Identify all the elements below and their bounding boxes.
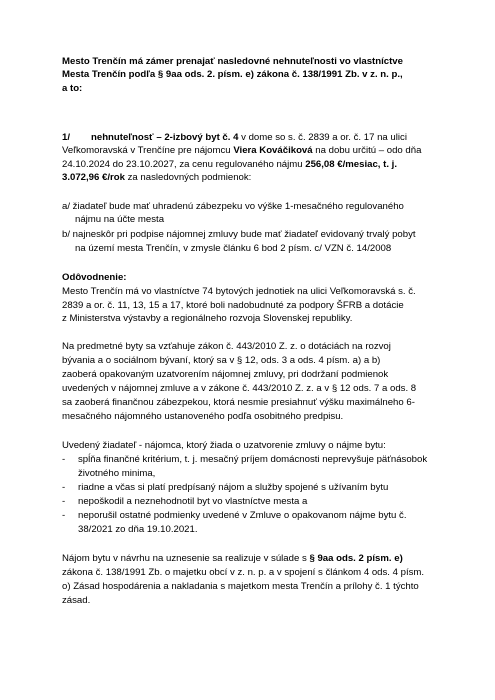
reasoning-heading: Odôvodnenie: [62,272,127,283]
reasoning-p3-line-1: Uvedený žiadateľ - nájomca, ktorý žiada o uzatvorenie zmluvy o nájme bytu: [62,440,386,451]
bullet-mark: - [62,454,66,465]
reasoning-p4-line-3: o) Zásad hospodárenia a nakladania s majetkom mesta Trenčín a prílohy č. 1 týchto [62,581,419,592]
reasoning-p4-line-4: zásad. [62,595,91,606]
bullet-1-line-1: spĺňa finančné kritérium, t. j. mesačný príjem domácnosti neprevyšuje päťnásobok [78,454,428,465]
item-line-3-pre: 24.10.2024 do 23.10.2027, za cenu regulovaného nájmu [62,159,306,170]
item-line-2 [62,145,421,157]
bullet-3: nepoškodil a neznehodnotil byt vo vlastníctve mesta a [78,496,308,507]
reasoning-p1-line-2: 2839 a or. č. 11, 13, 15 a 17, ktoré boli nadobudnuté za podpory ŠFRB a dotácie [62,300,404,311]
item-title: nehnuteľnosť – 2-izbový byt č. 4 [91,132,239,143]
item-line-3 [62,159,397,171]
reasoning-p2-line-2: bývania a o sociálnom bývaní, ktorý sa v § 12, ods. 3 a ods. 4 písm. a) a b) [62,355,381,366]
reasoning-p1-line-3: z Ministerstva výstavby a regionálneho rozvoja Slovenskej republiky. [62,313,353,324]
bullet-mark: - [62,482,66,493]
reasoning-p2-line-6: mesačného nájomného ustanoveného podľa osobitného predpisu. [62,411,344,422]
yearly-rent: 3.072,96 €/rok [62,172,125,183]
condition-b-line-1: b/ najneskôr pri podpise nájomnej zmluvy bude mať žiadateľ evidovaný trvalý pobyt [62,229,416,240]
reasoning-p2-line-5: sa zaoberá finančnou zábezpekou, ktorá nesmie presiahnuť výšku maximálneho 6- [62,397,415,408]
bullet-4-line-2: 38/2021 zo dňa 19.10.2021. [78,524,198,535]
condition-a-line-1: a/ žiadateľ bude mať uhradenú zábezpeku vo výške 1-mesačného regulovaného [62,201,404,212]
bullet-4-line-1: neporušil ostatné podmienky uvedené v Zmluve o opakovanom nájme bytu č. [78,510,407,521]
item-line-2-post: na dobu určitú – odo dňa [312,145,422,156]
intro-line-2: Mesta Trenčín podľa § 9aa ods. 2. písm. e) zákona č. 138/1991 Zb. v z. n. p., [62,69,403,80]
reasoning-p2-line-1: Na predmetné byty sa vzťahuje zákon č. 443/2010 Z. z. o dotáciách na rozvoj [62,341,391,352]
item-number: 1/ [62,132,71,143]
item-line-4-post: za nasledovných podmienok: [124,172,252,183]
intro-line-1: Mesto Trenčín má zámer prenajať nasledovné nehnuteľnosti vo vlastníctve [62,56,403,67]
reasoning-p4-line-1-pre: Nájom bytu v návrhu na uznesenie sa realizuje v súlade s [62,553,310,564]
monthly-rent: 256,08 €/mesiac, t. j. [305,159,397,170]
reasoning-p4-line-1 [62,553,403,565]
intro-line-3: a to: [62,83,83,94]
tenant-name: Viera Kováčiková [233,145,313,156]
reasoning-p2-line-3: zaoberá opakovaným uzatvorením nájomnej zmluvy, pri dodržaní podmienok [62,369,389,380]
condition-a-line-2: nájmu na účte mesta [75,214,165,225]
condition-b-line-2: na území mesta Trenčín, v zmysle článku 6 bod 2 písm. c/ VZN č. 14/2008 [75,243,392,254]
bullet-mark: - [62,496,66,507]
reasoning-p2-line-4: uvedených v nájomnej zmluve a v zákone č. 443/2010 Z. z. a v § 12 ods. 7 a ods. 8 [62,383,417,394]
bullet-1-line-2: životného minima, [78,468,156,479]
reasoning-p1-line-1: Mesto Trenčín má vo vlastníctve 74 bytových jednotiek na ulici Veľkomoravská s. č. [62,286,416,297]
legal-reference: § 9aa ods. 2 písm. e) [309,553,403,564]
item-line-1-rest: v dome so s. č. 2839 a or. č. 17 na ulici [238,132,407,143]
item-line-2-pre: Veľkomoravská v Trenčíne pre nájomcu [62,145,234,156]
bullet-mark: - [62,510,66,521]
reasoning-p4-line-2: zákona č. 138/1991 Zb. o majetku obcí v z. n. p. a v spojení s článkom 4 ods. 4 písm. [62,567,425,578]
item-line-1 [91,132,407,144]
item-line-4 [62,172,251,184]
bullet-2: riadne a včas si platí predpísaný nájom a služby spojené s užívaním bytu [78,482,389,493]
